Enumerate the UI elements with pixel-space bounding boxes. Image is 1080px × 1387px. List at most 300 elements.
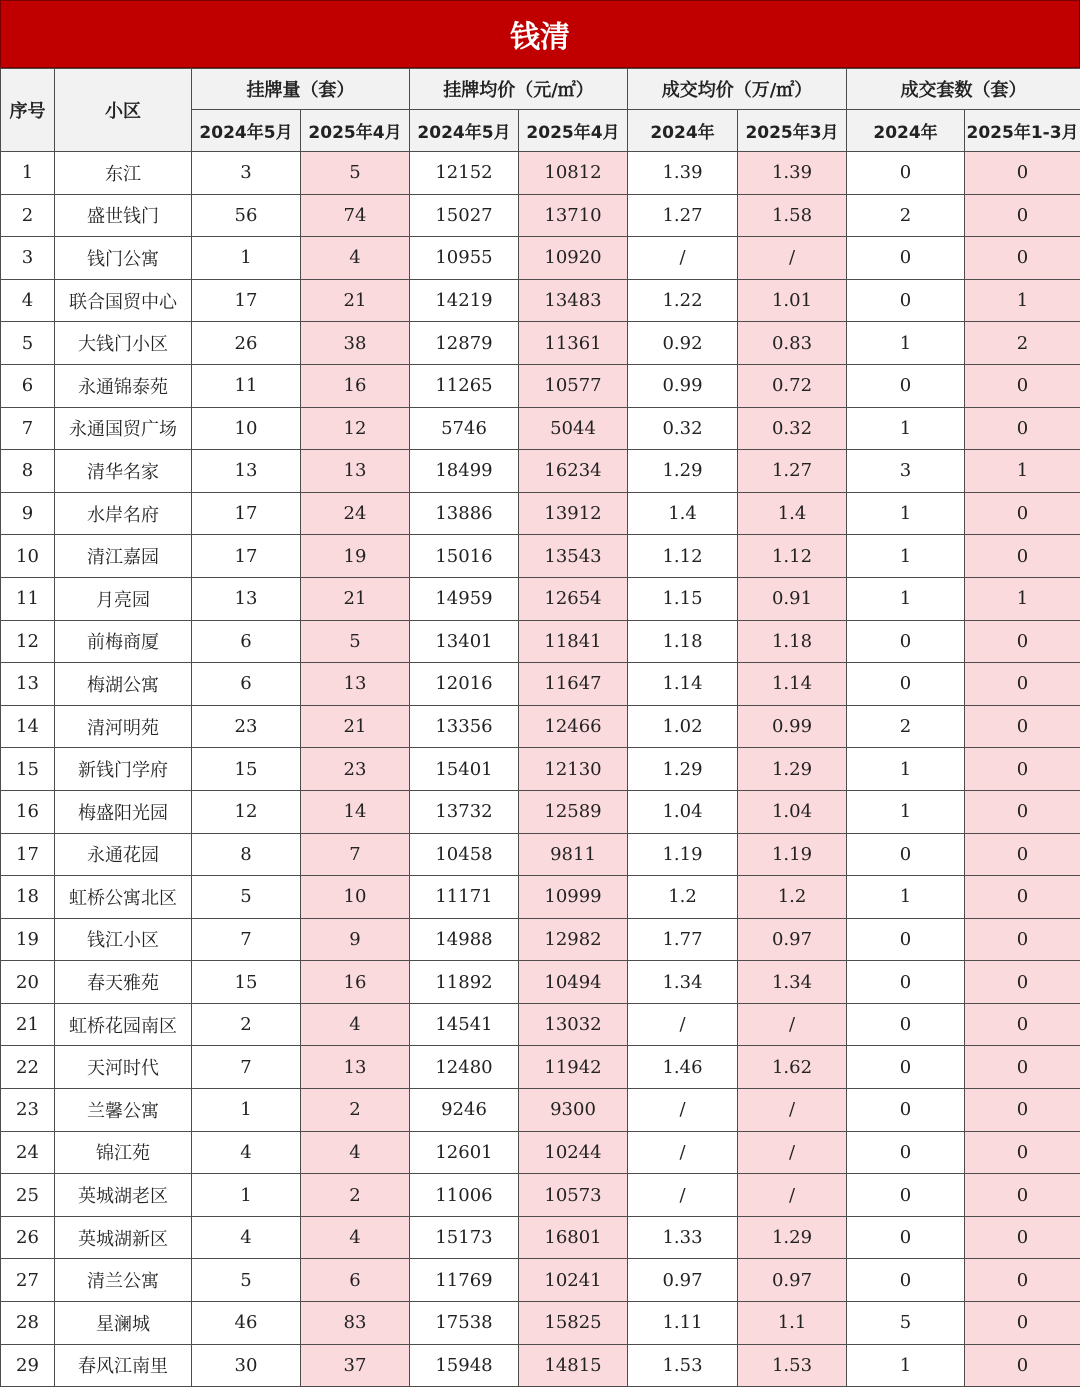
table-cell: 1.34 [738,961,847,1004]
table-cell: 38 [301,322,410,365]
header-listing-count: 挂牌量（套） [192,69,410,110]
table-cell: 1.27 [738,450,847,493]
table-row [1,364,1080,407]
table-cell: 1 [847,876,965,919]
row-index: 3 [1,237,55,280]
community-name: 星澜城 [55,1302,192,1345]
header-listing-price: 挂牌均价（元/㎡） [410,69,628,110]
table-cell: 1 [192,1089,301,1132]
table-cell: 23 [192,705,301,748]
table-cell: 13032 [519,1003,628,1046]
table-cell: 0 [847,1216,965,1259]
table-cell: 13886 [410,492,519,535]
community-name: 英城湖新区 [55,1216,192,1259]
table-cell: 1.2 [628,876,738,919]
table-row [1,663,1080,706]
table-row [1,833,1080,876]
table-cell: / [628,1089,738,1132]
table-cell: 15825 [519,1302,628,1345]
table-cell: / [738,1089,847,1132]
row-index: 2 [1,194,55,237]
table-row [1,1174,1080,1217]
table-cell: 10 [192,407,301,450]
table-cell: 0 [847,918,965,961]
subheader: 2025年4月 [519,110,628,152]
table-cell: 0 [965,152,1080,195]
table-cell: 0.99 [628,364,738,407]
table-cell: / [738,237,847,280]
table-cell: 1.27 [628,194,738,237]
table-row [1,961,1080,1004]
table-cell: 0 [847,961,965,1004]
table-cell: 10999 [519,876,628,919]
table-cell: 2 [301,1089,410,1132]
table-cell: 6 [192,663,301,706]
community-name: 春风江南里 [55,1344,192,1387]
table-cell: 0 [965,1174,1080,1217]
community-name: 钱江小区 [55,918,192,961]
row-index: 5 [1,322,55,365]
table-cell: 1.01 [738,279,847,322]
table-cell: 13 [192,577,301,620]
community-name: 永通国贸广场 [55,407,192,450]
subheader: 2024年 [847,110,965,152]
table-cell: 12130 [519,748,628,791]
table-row [1,577,1080,620]
row-index: 17 [1,833,55,876]
table-cell: 37 [301,1344,410,1387]
table-cell: 1.53 [628,1344,738,1387]
table-cell: 19 [301,535,410,578]
table-cell: 0.32 [628,407,738,450]
table-cell: 12879 [410,322,519,365]
table-cell: 12480 [410,1046,519,1089]
table-row [1,1216,1080,1259]
table-cell: 0 [847,1131,965,1174]
table-cell: 2 [847,705,965,748]
row-index: 11 [1,577,55,620]
table-cell: 0 [965,535,1080,578]
row-index: 19 [1,918,55,961]
table-cell: 1.04 [628,790,738,833]
table-cell: 10955 [410,237,519,280]
table-cell: 1.33 [628,1216,738,1259]
table-cell: 12654 [519,577,628,620]
table-cell: 0 [965,407,1080,450]
subheader: 2024年5月 [410,110,519,152]
table-cell: 11 [192,364,301,407]
table-row [1,790,1080,833]
community-name: 联合国贸中心 [55,279,192,322]
table-cell: 0.97 [738,1259,847,1302]
table-cell: / [628,1174,738,1217]
table-cell: 11647 [519,663,628,706]
community-name: 英城湖老区 [55,1174,192,1217]
table-cell: 10 [301,876,410,919]
table-cell: 11006 [410,1174,519,1217]
table-cell: 6 [301,1259,410,1302]
table-cell: 21 [301,577,410,620]
row-index: 29 [1,1344,55,1387]
community-name: 月亮园 [55,577,192,620]
subheader: 2024年 [628,110,738,152]
table-cell: 1.29 [738,748,847,791]
table-cell: 9246 [410,1089,519,1132]
table-cell: 12589 [519,790,628,833]
table-cell: 23 [301,748,410,791]
row-index: 14 [1,705,55,748]
table-cell: 30 [192,1344,301,1387]
table-cell: 2 [301,1174,410,1217]
table-cell: 21 [301,279,410,322]
table-cell: 10241 [519,1259,628,1302]
table-cell: 0.97 [628,1259,738,1302]
community-name: 虹桥公寓北区 [55,876,192,919]
table-body [1,152,1080,1387]
table-cell: 4 [301,1131,410,1174]
table-cell: 2 [847,194,965,237]
table-cell: 1.18 [628,620,738,663]
table-row [1,492,1080,535]
table-cell: 0 [847,152,965,195]
table-cell: 10577 [519,364,628,407]
table-cell: 21 [301,705,410,748]
row-index: 4 [1,279,55,322]
table-cell: 1 [965,450,1080,493]
table-cell: 1.14 [738,663,847,706]
row-index: 12 [1,620,55,663]
table-cell: 0 [965,194,1080,237]
table-cell: 1.34 [628,961,738,1004]
subheader: 2025年4月 [301,110,410,152]
table-row [1,620,1080,663]
table-cell: 1.4 [628,492,738,535]
table-cell: 13710 [519,194,628,237]
table-cell: 14959 [410,577,519,620]
table-cell: 10920 [519,237,628,280]
table-cell: 15 [192,748,301,791]
row-index: 1 [1,152,55,195]
community-name: 虹桥花园南区 [55,1003,192,1046]
row-index: 9 [1,492,55,535]
table-row [1,322,1080,365]
table-cell: 1.15 [628,577,738,620]
row-index: 23 [1,1089,55,1132]
table-cell: / [628,1131,738,1174]
table-cell: 1.77 [628,918,738,961]
table-cell: 7 [192,1046,301,1089]
table-cell: 15 [192,961,301,1004]
table-row [1,407,1080,450]
community-name: 永通锦泰苑 [55,364,192,407]
community-name: 梅湖公寓 [55,663,192,706]
table-cell: 12 [192,790,301,833]
table-cell: 1 [847,535,965,578]
table-cell: 12601 [410,1131,519,1174]
table-cell: 1 [847,322,965,365]
subheader: 2024年5月 [192,110,301,152]
table-cell: 83 [301,1302,410,1345]
subheader: 2025年1-3月 [965,110,1080,152]
table-cell: 0.99 [738,705,847,748]
table-cell: 17 [192,279,301,322]
table-row [1,535,1080,578]
table-cell: 8 [192,833,301,876]
table-cell: 0 [847,279,965,322]
table-cell: 18499 [410,450,519,493]
header-deal-count: 成交套数（套） [847,69,1080,110]
table-cell: / [738,1131,847,1174]
table-cell: 0 [965,620,1080,663]
table-cell: 11942 [519,1046,628,1089]
table-cell: 0 [847,1174,965,1217]
table-cell: 1.29 [738,1216,847,1259]
table-cell: 2 [192,1003,301,1046]
table-cell: 0 [965,705,1080,748]
table-cell: 0 [965,492,1080,535]
table-cell: 1 [847,748,965,791]
table-cell: 13912 [519,492,628,535]
table-cell: 13543 [519,535,628,578]
community-name: 清河明苑 [55,705,192,748]
table-cell: 10573 [519,1174,628,1217]
table-cell: 13483 [519,279,628,322]
table-cell: 56 [192,194,301,237]
table-cell: 11892 [410,961,519,1004]
table-cell: 0 [965,1003,1080,1046]
table-cell: 13 [301,450,410,493]
page-title: 钱清 [0,0,1080,68]
table-cell: / [628,237,738,280]
table-cell: 4 [301,1216,410,1259]
table-cell: 0 [965,1216,1080,1259]
table-cell: / [738,1174,847,1217]
table-cell: 3 [847,450,965,493]
table-cell: 1.12 [628,535,738,578]
community-name: 兰馨公寓 [55,1089,192,1132]
table-cell: 14541 [410,1003,519,1046]
table-cell: 7 [192,918,301,961]
header-seq: 序号 [1,69,55,152]
table-row [1,705,1080,748]
table-cell: 9300 [519,1089,628,1132]
community-name: 前梅商厦 [55,620,192,663]
table-cell: 1.29 [628,450,738,493]
community-name: 锦江苑 [55,1131,192,1174]
table-cell: 0 [965,748,1080,791]
community-name: 东江 [55,152,192,195]
table-cell: 0 [965,961,1080,1004]
table-cell: 15016 [410,535,519,578]
table-cell: 5044 [519,407,628,450]
housing-data-table [0,68,1080,1387]
table-cell: 5 [192,876,301,919]
table-cell: 13 [301,663,410,706]
table-cell: 17538 [410,1302,519,1345]
table-cell: 4 [192,1216,301,1259]
table-cell: 7 [301,833,410,876]
table-cell: 0.32 [738,407,847,450]
table-cell: 0 [847,1046,965,1089]
community-name: 水岸名府 [55,492,192,535]
table-cell: 0 [965,663,1080,706]
table-cell: 1.04 [738,790,847,833]
row-index: 13 [1,663,55,706]
table-cell: 24 [301,492,410,535]
table-cell: 0 [965,1259,1080,1302]
table-cell: 12466 [519,705,628,748]
table-cell: 16234 [519,450,628,493]
table-cell: 0.92 [628,322,738,365]
table-cell: 16 [301,961,410,1004]
row-index: 25 [1,1174,55,1217]
table-cell: 10812 [519,152,628,195]
table-cell: 1.14 [628,663,738,706]
table-cell: 5746 [410,407,519,450]
community-name: 春天雅苑 [55,961,192,1004]
row-index: 28 [1,1302,55,1345]
table-cell: 0.83 [738,322,847,365]
table-cell: 0 [965,833,1080,876]
table-cell: 10494 [519,961,628,1004]
table-cell: 0.97 [738,918,847,961]
row-index: 21 [1,1003,55,1046]
table-row [1,1089,1080,1132]
table-cell: 14 [301,790,410,833]
row-index: 26 [1,1216,55,1259]
row-index: 24 [1,1131,55,1174]
table-cell: 1.53 [738,1344,847,1387]
table-cell: 0 [847,237,965,280]
row-index: 22 [1,1046,55,1089]
table-cell: 12016 [410,663,519,706]
table-cell: 0 [847,833,965,876]
table-row [1,1046,1080,1089]
table-cell: 0 [965,1302,1080,1345]
table-cell: 5 [301,152,410,195]
table-cell: 11769 [410,1259,519,1302]
table-cell: 2 [965,322,1080,365]
community-name: 钱门公寓 [55,237,192,280]
table-cell: 1.22 [628,279,738,322]
table-cell: 16 [301,364,410,407]
table-cell: 1.18 [738,620,847,663]
table-cell: 1.2 [738,876,847,919]
community-name: 永通花园 [55,833,192,876]
table-cell: 12 [301,407,410,450]
table-cell: 14815 [519,1344,628,1387]
table-cell: 0 [847,1089,965,1132]
table-cell: 1.11 [628,1302,738,1345]
table-cell: 10458 [410,833,519,876]
table-cell: 0 [965,1344,1080,1387]
table-cell: 0 [965,237,1080,280]
table-row [1,1131,1080,1174]
table-row [1,1259,1080,1302]
table-row [1,1302,1080,1345]
table-cell: 0 [847,364,965,407]
table-row [1,194,1080,237]
table-cell: 6 [192,620,301,663]
table-cell: 1.39 [628,152,738,195]
table-cell: 5 [192,1259,301,1302]
row-index: 27 [1,1259,55,1302]
community-name: 新钱门学府 [55,748,192,791]
table-cell: 1.39 [738,152,847,195]
row-index: 8 [1,450,55,493]
table-cell: 0 [847,1003,965,1046]
table-cell: / [628,1003,738,1046]
table-cell: 4 [192,1131,301,1174]
table-cell: 4 [301,237,410,280]
table-cell: 1.19 [628,833,738,876]
table-cell: 1.02 [628,705,738,748]
table-row [1,450,1080,493]
table-cell: 12152 [410,152,519,195]
table-cell: 15401 [410,748,519,791]
table-cell: 14988 [410,918,519,961]
table-cell: 4 [301,1003,410,1046]
table-cell: 1 [965,577,1080,620]
table-cell: 0 [847,663,965,706]
table-cell: 74 [301,194,410,237]
header-deal-price: 成交均价（万/㎡） [628,69,847,110]
table-cell: 5 [301,620,410,663]
table-cell: 26 [192,322,301,365]
table-cell: / [738,1003,847,1046]
table-cell: 1.46 [628,1046,738,1089]
table-cell: 11265 [410,364,519,407]
header-community: 小区 [55,69,192,152]
table-row [1,1003,1080,1046]
table-cell: 17 [192,492,301,535]
table-cell: 9811 [519,833,628,876]
table-cell: 5 [847,1302,965,1345]
table-cell: 11841 [519,620,628,663]
table-cell: 0 [847,620,965,663]
table-cell: 13 [301,1046,410,1089]
table-cell: 17 [192,535,301,578]
community-name: 清江嘉园 [55,535,192,578]
table-cell: 3 [192,152,301,195]
table-cell: 1 [847,492,965,535]
row-index: 20 [1,961,55,1004]
table-cell: 16801 [519,1216,628,1259]
community-name: 清兰公寓 [55,1259,192,1302]
table-row [1,237,1080,280]
table-cell: 10244 [519,1131,628,1174]
table-cell: 11171 [410,876,519,919]
row-index: 6 [1,364,55,407]
row-index: 10 [1,535,55,578]
table-cell: 14219 [410,279,519,322]
table-cell: 1 [847,407,965,450]
table-cell: 13 [192,450,301,493]
table-cell: 15948 [410,1344,519,1387]
subheader: 2025年3月 [738,110,847,152]
row-index: 7 [1,407,55,450]
community-name: 大钱门小区 [55,322,192,365]
table-row [1,279,1080,322]
table-cell: 46 [192,1302,301,1345]
table-cell: 1 [965,279,1080,322]
table-cell: 0 [965,1131,1080,1174]
table-cell: 0.72 [738,364,847,407]
table-cell: 0.91 [738,577,847,620]
table-cell: 1 [847,1344,965,1387]
table-cell: 0 [965,364,1080,407]
table-row [1,918,1080,961]
